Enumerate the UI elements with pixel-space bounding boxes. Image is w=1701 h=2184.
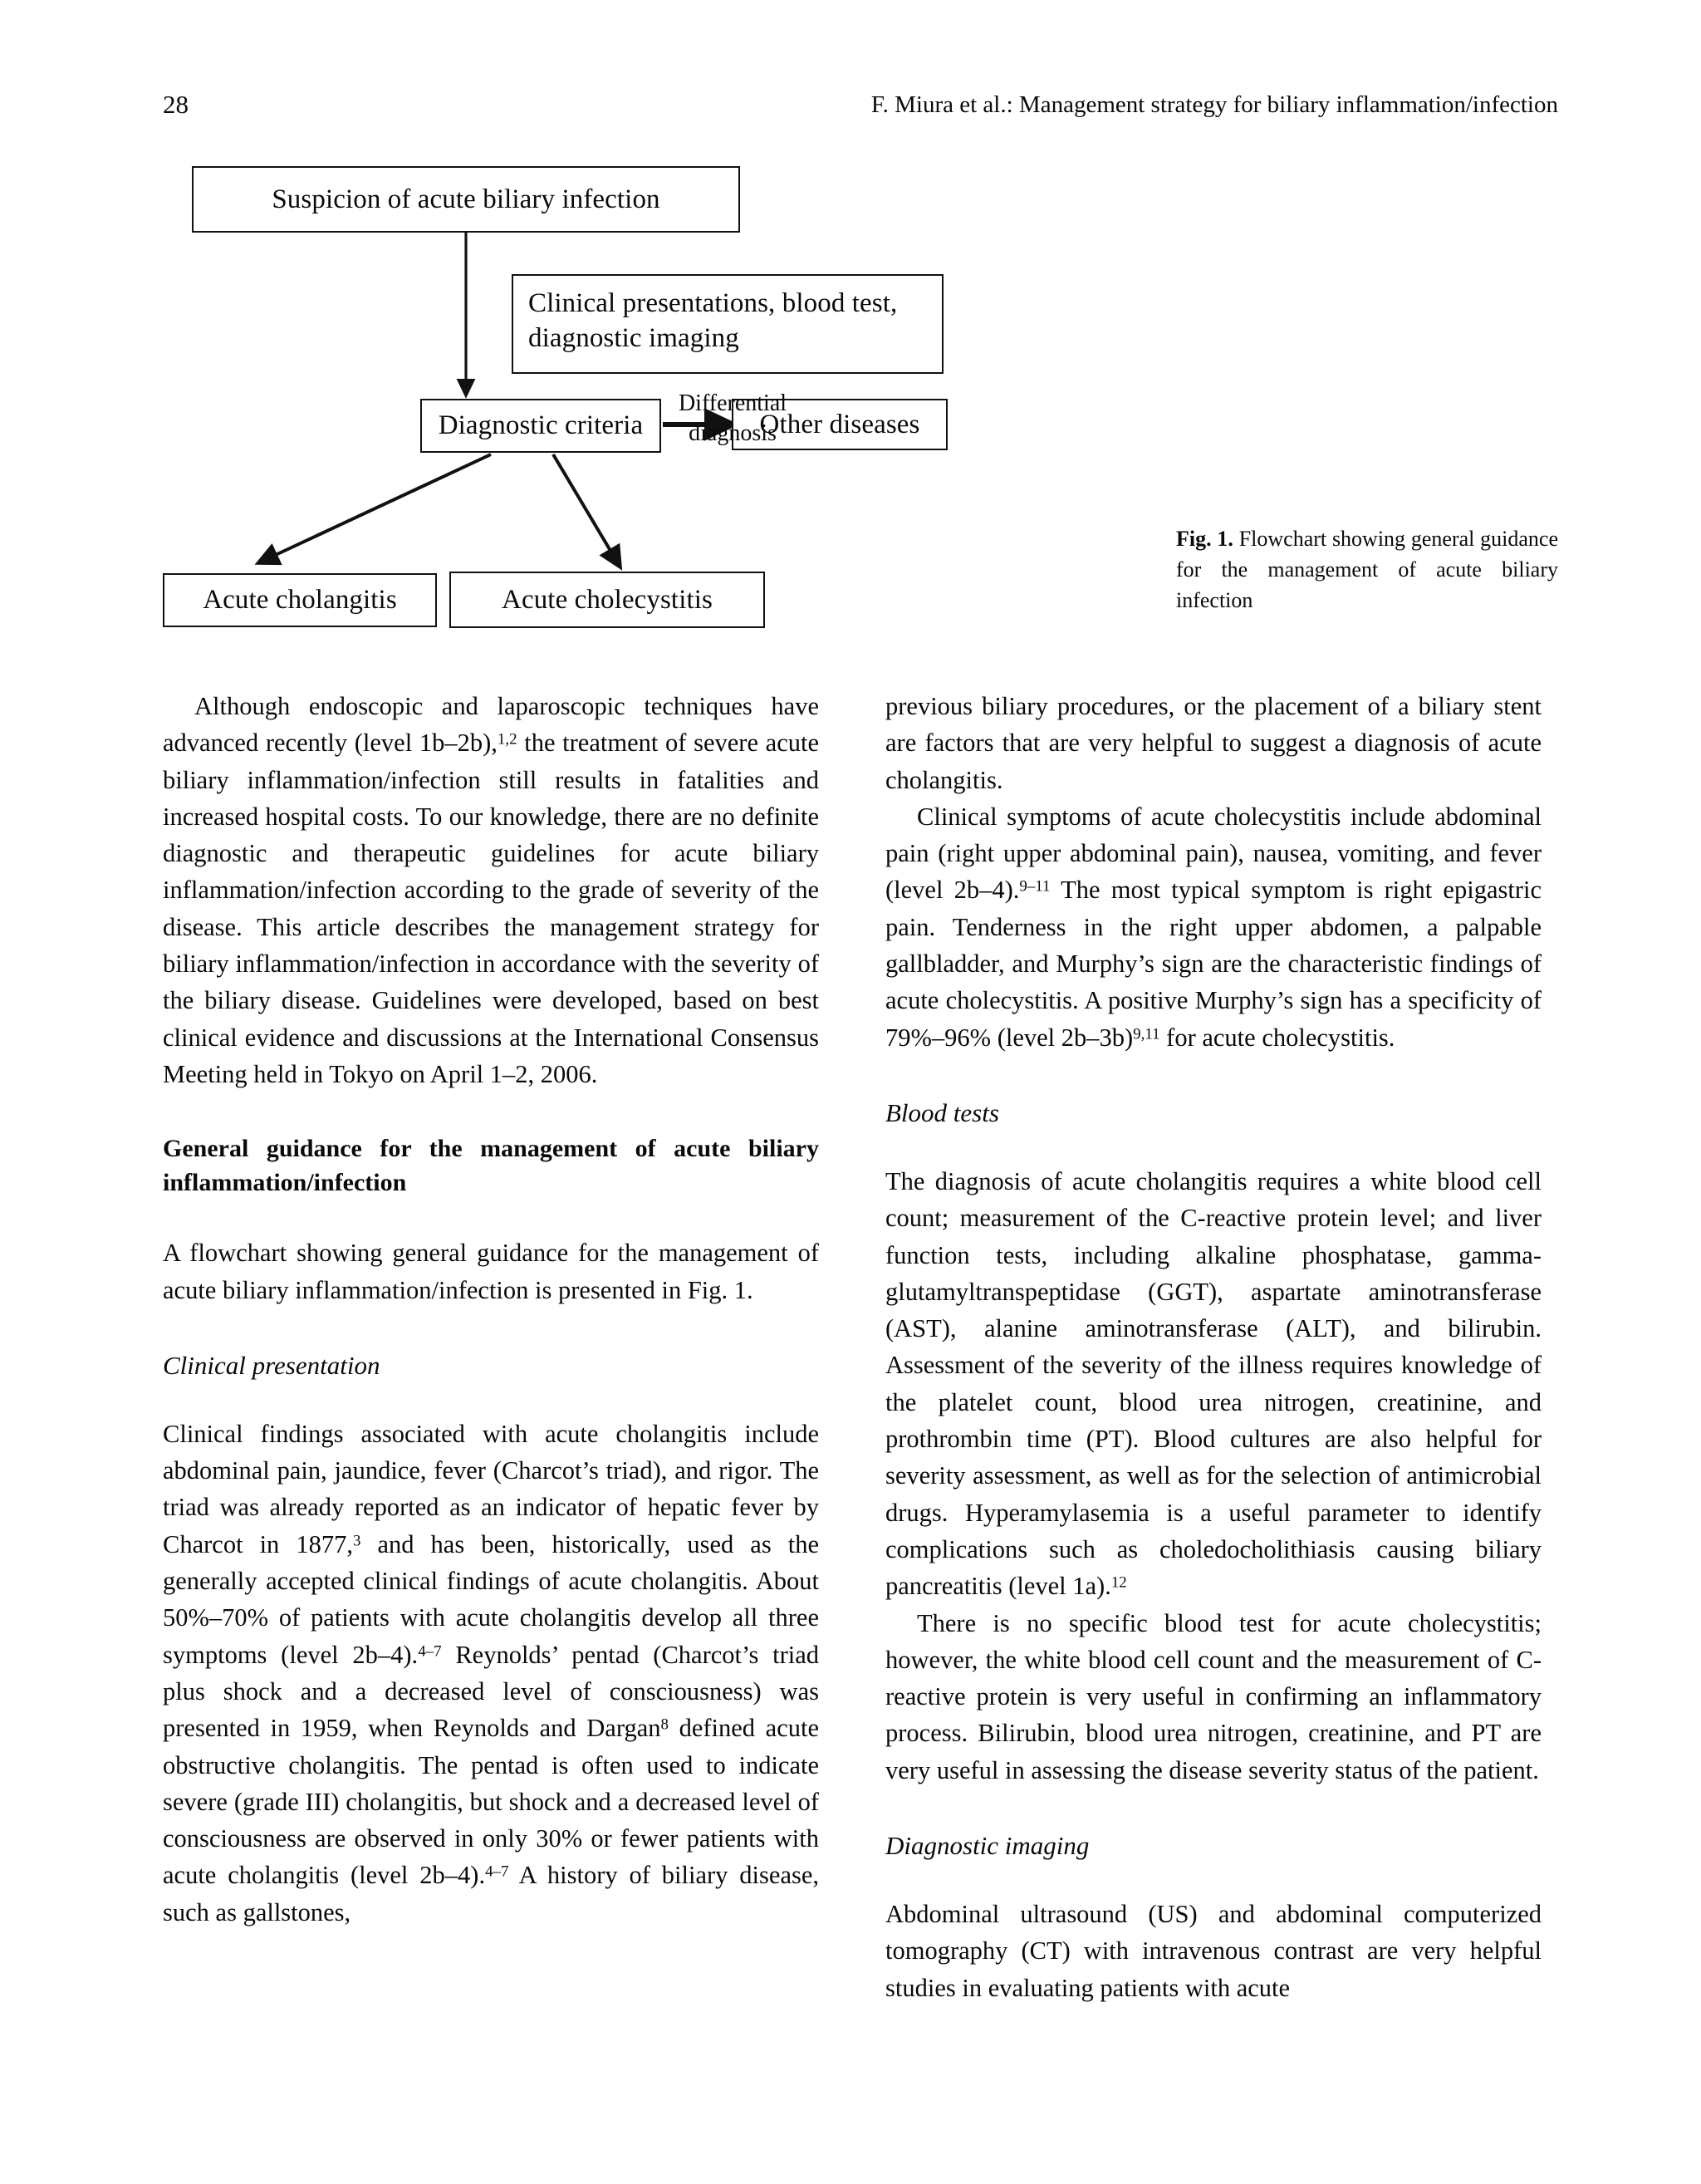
flowchart-node-clinical-inputs — [512, 274, 944, 374]
spacer — [885, 1863, 1542, 1896]
paragraph-blood-tests-cholecystitis: There is no specific blood test for acute cholecystitis; however, the white blood cell count and the measurement of C-reactive protein is very useful in confirming an inflammatory process. Bilirubin, blood urea nitrogen, creatinine, and PT are very useful in assessing the disease severity status of the patient. — [885, 1608, 1542, 1784]
citation-ref-1-2: 1,2 — [497, 730, 517, 748]
running-head — [163, 88, 1558, 121]
page-number: 28 — [163, 90, 189, 119]
paragraph-cholecystitis-symptoms-part-b: The most typical symptom is right epigastric pain. Tenderness in the right upper abdomen, a palpable gallbladder, and Murphy’s sign are the characteristic findings of acute cholecystitis. A positive Murphy’s sign has a specificity of 79%–96% (level 2b–3b) — [885, 876, 1542, 1052]
body-column-left — [163, 688, 819, 1931]
heading-clinical-presentation: Clinical presentation — [163, 1350, 380, 1380]
paragraph-intro-part-b: the treatment of severe acute biliary inflammation/infection still results in fatalities and increased hospital costs. To our knowledge, there are no definite diagnostic and therapeutic guidelines for acute biliary inflammation/infection according to the grade of severity of the disease. This article describes the management strategy for biliary inflammation/infection in accordance with the severity of the biliary disease. Guidelines were developed, based on best clinical evidence and discussions at the International Consensus Meeting held in Tokyo on April 1–2, 2006. — [163, 729, 820, 1088]
spacer — [163, 1092, 819, 1131]
paragraph-clinical-findings-part-b: and has been, historically, used as the generally accepted clinical findings of acute cholangitis. About 50%–70% of patients with acute cholangitis develop all three symptoms (level 2b–4). — [163, 1529, 819, 1669]
spacer — [163, 1308, 819, 1348]
paragraph-clinical-findings-part-d: defined acute obstructive cholangitis. The pentad is often used to indicate severe (grade III) cholangitis, but shock and a decreased level of consciousness are observed in only 30% or fewer patients with acute cholangitis (level 2b–4). — [163, 1714, 819, 1890]
paragraph-intro-part-a: Although endoscopic and laparoscopic techniques have advanced recently (level 1b–2b), — [163, 692, 819, 758]
figure-caption-label: Fig. 1. — [1176, 527, 1233, 551]
paragraph-clinical-findings-part-e: A history of biliary disease, such as gallstones, — [163, 1861, 820, 1926]
spacer — [163, 1200, 819, 1234]
paragraph-clinical-findings-part-a: Clinical findings associated with acute cholangitis include abdominal pain, jaundice, fever (Charcot’s triad), and rigor. The triad was already reported as an indicator of hepatic fever by Charcot in 1877, — [163, 1419, 819, 1558]
paragraph-cholecystitis-symptoms-part-a: Clinical symptoms of acute cholecystitis include abdominal pain (right upper abdominal pain), nausea, vomiting, and fever (level 2b–4). — [885, 802, 1542, 905]
paragraph-intro — [163, 688, 819, 1092]
flowchart-node-suspicion-label: Suspicion of acute biliary infection — [272, 184, 660, 214]
paragraph-cholecystitis-symptoms-part-c: for acute cholecystitis. — [1159, 1023, 1395, 1052]
citation-ref-9-11: 9–11 — [1019, 877, 1051, 896]
citation-ref-4-7-b: 4–7 — [485, 1863, 509, 1881]
paragraph-clinical-findings — [163, 1416, 819, 1931]
citation-ref-4-7-a: 4–7 — [418, 1642, 442, 1661]
spacer — [885, 1130, 1542, 1163]
spacer — [885, 1789, 1542, 1828]
heading-diagnostic-imaging: Diagnostic imaging — [885, 1831, 1090, 1861]
paragraph-flowchart-reference: A flowchart showing general guidance for the management of acute biliary inflammation/infection is presented in Fig. 1. — [163, 1239, 819, 1304]
edge-label-line-1: Differential — [678, 390, 787, 416]
spacer — [885, 1056, 1542, 1096]
citation-ref-9-and-11: 9,11 — [1133, 1025, 1160, 1043]
flowchart-node-acute-cholangitis-label: Acute cholangitis — [203, 585, 397, 615]
paragraph-blood-tests-cholangitis-part-a: The diagnosis of acute cholangitis requires a white blood cell count; measurement of the C-reactive protein level; and liver function tests, including alkaline phosphatase, gamma-glutamyltranspeptidase (GGT), aspartate aminotransferase (AST), alanine aminotransferase (ALT), and bilirubin. Assessment of the severity of the illness requires knowledge of the platelet count, blood urea nitrogen, creatinine, and prothrombin time (PT). Blood cultures are also helpful for severity assessment, as well as for the selection of antimicrobial drugs. Hyperamylasemia is a useful parameter to identify complications such as choledocholithiasis causing biliary pancreatitis (level 1a). — [885, 1166, 1542, 1601]
flowchart-node-other-diseases-label: Other diseases — [759, 409, 920, 439]
paragraph-cholangitis-history-continued: previous biliary procedures, or the placement of a biliary stent are factors that are very helpful to suggest a diagnosis of acute cholangitis. — [885, 692, 1542, 794]
running-head-title: F. Miura et al.: Management strategy for biliary inflammation/infection — [870, 91, 1558, 118]
figure-caption-text: Flowchart showing general guidance for the management of acute biliary infection — [1176, 527, 1559, 612]
flowchart-node-suspicion — [192, 166, 740, 233]
flowchart-node-diagnostic-criteria-label: Diagnostic criteria — [438, 410, 644, 440]
flowchart-node-acute-cholecystitis — [449, 572, 765, 628]
citation-ref-8: 8 — [660, 1715, 669, 1734]
figure-1-caption — [1176, 523, 1558, 616]
body-column-right — [885, 688, 1542, 2006]
flowchart-edge-label-differential-diagnosis — [658, 389, 807, 449]
flowchart-node-acute-cholangitis — [163, 573, 437, 627]
paragraph-blood-tests-cholangitis — [885, 1163, 1542, 1605]
paragraph-diagnostic-imaging: Abdominal ultrasound (US) and abdominal computerized tomography (CT) with intravenous contrast are very helpful studies in evaluating patients with acute — [885, 1900, 1542, 2002]
flowchart-node-acute-cholecystitis-label: Acute cholecystitis — [502, 584, 713, 615]
edge-label-line-2: diagnosis — [689, 420, 777, 446]
paragraph-cholecystitis-symptoms — [885, 798, 1542, 1056]
figure-1-flowchart — [163, 158, 1558, 631]
paragraph-clinical-findings-part-c: Reynolds’ pentad (Charcot’s triad plus shock and a decreased level of consciousness) was presented in 1959, when Reynolds and Dargan — [163, 1640, 820, 1743]
citation-ref-12: 12 — [1110, 1573, 1127, 1592]
heading-general-guidance: General guidance for the management of acute biliary inflammation/infection — [163, 1135, 819, 1197]
heading-blood-tests: Blood tests — [885, 1097, 999, 1127]
citation-ref-3: 3 — [352, 1532, 361, 1550]
spacer — [163, 1382, 819, 1416]
flowchart-node-diagnostic-criteria — [420, 399, 661, 453]
flowchart-node-clinical-inputs-label: Clinical presentations, blood test, diagnostic imaging — [528, 288, 898, 353]
